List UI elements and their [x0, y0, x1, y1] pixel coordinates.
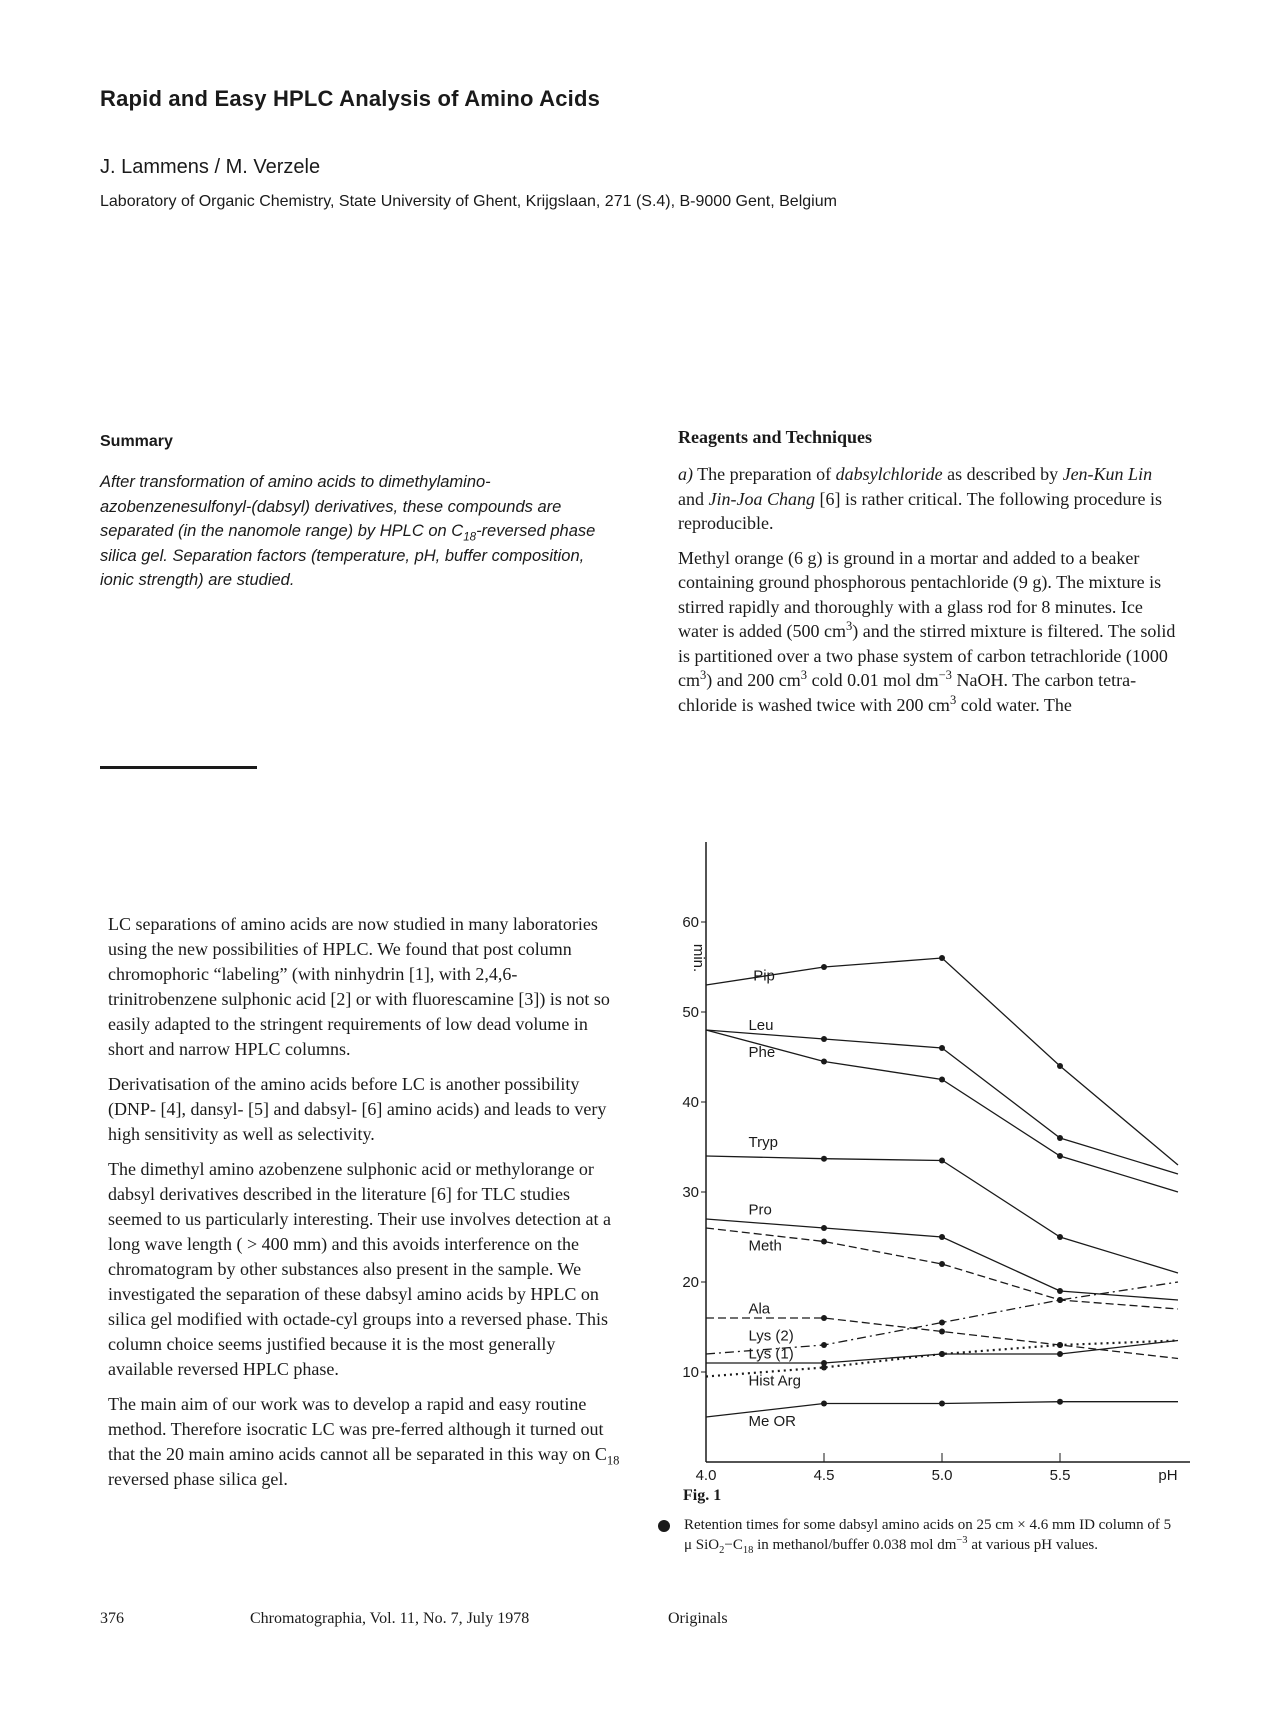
data-point-pip	[1057, 1063, 1063, 1069]
text-run: Methyl orange (6 g) is ground in a mortar and added to a beaker containing ground phosphorous pentachloride (9 g). The mixture is stirred rapidly and thoroughly with a glass rod for 8 minutes. Ice water is added (500 cm	[678, 547, 1162, 641]
series-label-pro: Pro	[748, 1201, 772, 1219]
footnote-rule	[100, 766, 257, 769]
data-point-tryp	[821, 1156, 827, 1162]
reagents-text	[678, 462, 1176, 727]
body-paragraph-1: LC separations of amino acids are now studied in many laboratories using the new possibilities of HPLC. We found that post column chromophoric “labeling” (with ninhydrin [1], with 2,4,6-trinitrobenzene sulphonic acid [2] or with fluorescamine [3]) is not so easily adapted to the stringent requirements of low dead volume in short and narrow HPLC columns.	[108, 914, 610, 1059]
data-point-pip	[821, 964, 827, 970]
data-point-tryp	[1057, 1234, 1063, 1240]
text-run: cold 0.01 mol dm	[807, 670, 939, 690]
data-point-phe	[1057, 1153, 1063, 1159]
x-tick-label: 5.0	[931, 1467, 953, 1484]
text-run: dabsylchloride	[835, 464, 943, 484]
data-point-lys-2	[939, 1320, 945, 1326]
summary-text	[100, 470, 598, 593]
y-axis-label: min.	[690, 943, 707, 973]
series-label-hist-arg: Hist Arg	[748, 1372, 801, 1390]
data-point-lys-1	[1057, 1351, 1063, 1357]
reagents-paragraph-1	[678, 462, 1176, 536]
data-point-meth	[821, 1239, 827, 1245]
text-run: as described by	[942, 464, 1063, 484]
series-label-pip: Pip	[753, 967, 775, 985]
series-line-leu	[706, 1030, 1178, 1174]
affiliation: Laboratory of Organic Chemistry, State University of Ghent, Krijgslaan, 271 (S.4), B-9000 Gent, Belgium	[100, 193, 837, 210]
retention-chart	[678, 842, 1198, 1492]
reagents-heading: Reagents and Techniques	[678, 427, 873, 447]
data-point-pro	[1057, 1288, 1063, 1294]
superscript: 3	[845, 619, 853, 633]
data-point-lys-2	[1057, 1297, 1063, 1303]
text-run: ) and 200 cm	[706, 670, 801, 690]
series-label-leu: Leu	[748, 1017, 774, 1034]
superscript: −3	[956, 1535, 968, 1546]
series-line-pro	[706, 1219, 1178, 1300]
x-tick-label: 4.0	[695, 1467, 717, 1484]
data-point-ala	[821, 1315, 827, 1321]
data-point-leu	[939, 1045, 945, 1051]
text-run: Retention times for some dabsyl amino acids on 25 cm × 4.6 mm ID column of 5 μ SiO	[684, 1517, 1172, 1553]
superscript: 3	[700, 668, 707, 682]
data-point-hist-arg	[1057, 1342, 1063, 1348]
text-run: cold water. The	[956, 694, 1072, 715]
text-run: [6] is rather critical. The following procedure is reproducible.	[678, 488, 1163, 533]
data-point-pro	[821, 1225, 827, 1231]
text-run: Jen-Kun Lin	[1062, 464, 1153, 484]
data-point-meth	[939, 1261, 945, 1267]
x-tick-label: 5.5	[1049, 1467, 1071, 1484]
authors: J. Lammens / M. Verzele	[100, 156, 321, 178]
body-paragraph-3: The dimethyl amino azobenzene sulphonic acid or methylorange or dabsyl derivatives described in the literature [6] for TLC studies seemed to us particularly interesting. Their use involves detection at a long wave length ( > 400 mm) and this avoids interference on the chromatogram by other substances also present in the sample. We investigated the separation of these dabsyl amino acids by HPLC on silica gel modified with octade-cyl groups into a reversed phase. This column choice seems justified because it is the most generally available reversed HPLC phase.	[108, 1159, 612, 1379]
y-tick-label: 30	[682, 1184, 699, 1201]
page-number: 376	[100, 1610, 124, 1627]
reagents-paragraph-2	[678, 546, 1176, 718]
series-label-phe: Phe	[748, 1044, 776, 1061]
x-tick-label: 4.5	[813, 1467, 835, 1484]
data-point-me-or	[821, 1401, 827, 1407]
y-tick-label: 40	[682, 1094, 699, 1111]
superscript: −3	[938, 668, 952, 682]
text-run: NaOH. The carbon tetra-chloride is washed twice with 200 cm	[678, 670, 1137, 715]
data-point-phe	[939, 1077, 945, 1083]
subscript: 18	[606, 1453, 620, 1468]
data-point-me-or	[939, 1401, 945, 1407]
series-label-lys-2: Lys (2)	[748, 1327, 794, 1345]
paper-title: Rapid and Easy HPLC Analysis of Amino Acids	[100, 86, 601, 111]
y-tick-label: 60	[682, 914, 699, 931]
series-label-me-or: Me OR	[748, 1413, 796, 1430]
y-tick-label: 50	[682, 1004, 699, 1021]
text-run: at various pH values.	[967, 1537, 1098, 1553]
series-label-ala: Ala	[748, 1300, 771, 1318]
summary-text-part: After transformation of amino acids to dimethylamino-azobenzenesulfonyl-(dabsyl) derivatives, these compounds are separated (in the nanomole range) by HPLC on C	[100, 473, 562, 540]
figure-caption	[684, 1515, 1172, 1555]
subscript: 2	[719, 1545, 725, 1556]
series-label-lys-1: Lys (1)	[748, 1345, 794, 1363]
section-name: Originals	[668, 1610, 728, 1627]
text-run: ) and the stirred mixture is filtered. The solid is partitioned over a two phase system of carbon tetrachloride (1000 cm	[678, 621, 1176, 690]
superscript: 3	[949, 692, 957, 707]
data-point-ala	[939, 1329, 945, 1335]
summary-text-part: -reversed phase silica gel. Separation factors (temperature, pH, buffer composition, ionic strength) are studied.	[100, 522, 596, 589]
caption-bullet	[658, 1520, 670, 1532]
text-run: and	[678, 488, 709, 509]
item-label: a)	[678, 464, 693, 484]
series-line-phe	[706, 1030, 1178, 1192]
x-axis-label: pH	[1158, 1467, 1178, 1484]
text-run: −C	[724, 1537, 743, 1553]
data-point-leu	[821, 1036, 827, 1042]
data-point-hist-arg	[821, 1365, 827, 1371]
series-line-tryp	[706, 1156, 1178, 1273]
series-label-meth: Meth	[748, 1237, 782, 1255]
data-point-pro	[939, 1234, 945, 1240]
text-run: reversed phase silica gel.	[108, 1469, 288, 1489]
superscript: 3	[800, 668, 808, 682]
body-paragraph-2: Derivatisation of the amino acids before LC is another possibility (DNP- [4], dansyl- [5] and dabsyl- [6] amino acids) and leads to very high sensitivity as well as selectivity.	[108, 1074, 607, 1144]
text-run: Jin-Joa Chang	[708, 488, 815, 509]
text-run: The main aim of our work was to develop a rapid and easy routine method. Therefore isocratic LC was pre-ferred although it turned out that the 20 main amino acids cannot all be separated in this way on C	[108, 1394, 607, 1464]
summary-subscript: 18	[463, 531, 477, 544]
subscript: 18	[742, 1545, 754, 1556]
y-tick-label: 10	[682, 1364, 699, 1381]
data-point-tryp	[939, 1158, 945, 1164]
data-point-phe	[821, 1059, 827, 1065]
series-label-tryp: Tryp	[748, 1134, 778, 1151]
data-point-pip	[939, 955, 945, 961]
summary-heading: Summary	[100, 433, 173, 450]
data-point-lys-2	[821, 1342, 827, 1348]
body-text	[108, 912, 620, 1502]
figure-label: Fig. 1	[683, 1487, 722, 1504]
data-point-hist-arg	[939, 1351, 945, 1357]
y-tick-label: 20	[682, 1274, 699, 1291]
text-run: The preparation of	[693, 464, 836, 484]
text-run: in methanol/buffer 0.038 mol dm	[753, 1537, 957, 1553]
body-paragraph-4	[108, 1392, 620, 1492]
data-point-leu	[1057, 1135, 1063, 1141]
data-point-me-or	[1057, 1399, 1063, 1405]
journal-citation: Chromatographia, Vol. 11, No. 7, July 1978	[250, 1610, 530, 1627]
